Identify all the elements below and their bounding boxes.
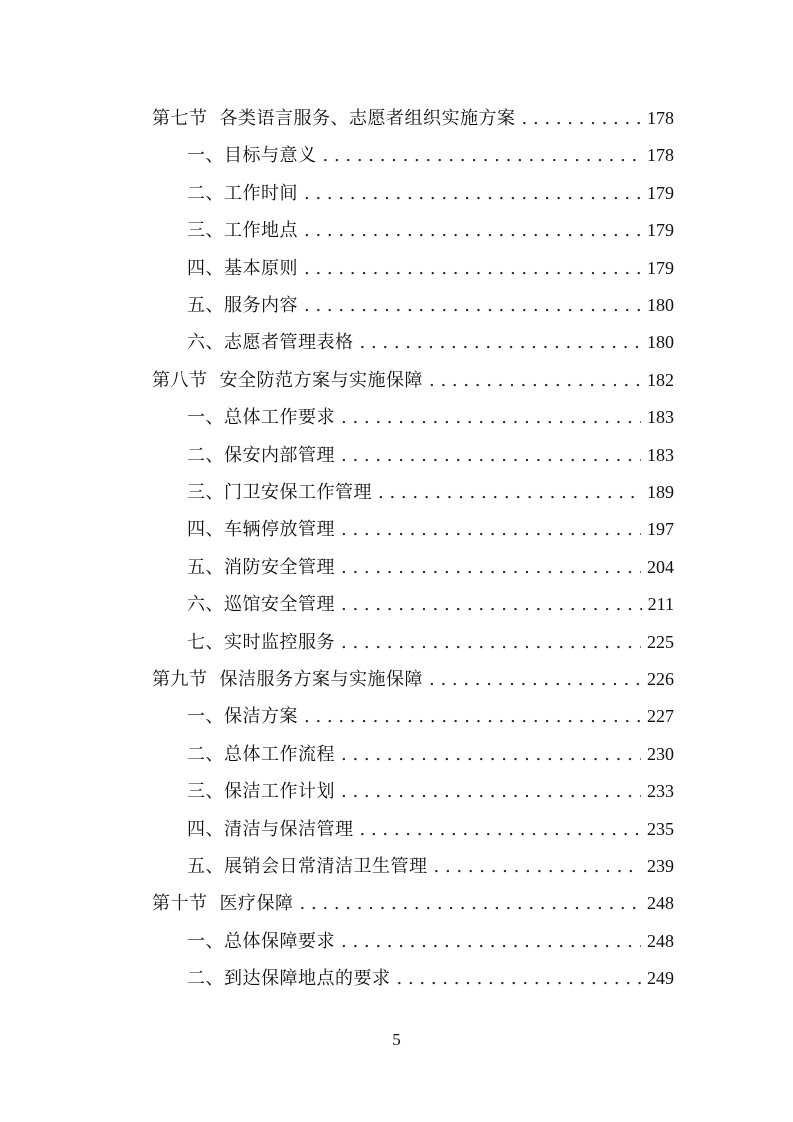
toc-section-entry[interactable] <box>152 362 674 399</box>
toc-title-text: 一、总体保障要求 <box>187 930 335 952</box>
dot-leader <box>300 885 642 922</box>
toc-entry-title <box>187 511 335 548</box>
toc-page-number: 180 <box>647 295 674 315</box>
toc-entry-title <box>187 474 372 511</box>
page-number: 5 <box>392 1030 401 1049</box>
toc-entry-title <box>187 624 335 661</box>
toc-title-text: 一、保洁方案 <box>187 706 298 728</box>
toc-title-text: 三、保洁工作计划 <box>187 781 335 803</box>
toc-entry-title <box>187 923 335 960</box>
toc-title-text: 四、清洁与保洁管理 <box>187 818 354 840</box>
toc-section-prefix: 第十节 <box>152 893 208 915</box>
toc-page-number: 189 <box>647 482 674 502</box>
toc-title-text: 六、巡馆安全管理 <box>187 594 335 616</box>
toc-page-number: 178 <box>647 108 674 128</box>
toc-item-entry[interactable] <box>187 811 674 848</box>
toc-title-text: 二、工作时间 <box>187 182 298 204</box>
toc-title-text: 安全防范方案与实施保障 <box>219 369 423 391</box>
toc-page-number: 230 <box>647 743 674 764</box>
toc-entry-title <box>187 549 335 586</box>
toc-entry-title <box>187 960 391 997</box>
toc-entry-title <box>187 175 298 212</box>
toc-item-entry[interactable] <box>187 175 674 212</box>
toc-title-text: 一、目标与意义 <box>187 145 317 167</box>
dot-leader <box>304 287 641 324</box>
toc-item-entry[interactable] <box>187 549 674 586</box>
toc-entry-title <box>152 661 423 698</box>
dot-leader <box>429 362 641 399</box>
dot-leader <box>341 773 641 810</box>
toc-title-text: 五、消防安全管理 <box>187 556 335 578</box>
dot-leader <box>304 175 641 212</box>
dot-leader <box>360 324 642 361</box>
toc-entry-title <box>187 324 354 361</box>
toc-item-entry[interactable] <box>187 511 674 548</box>
toc-item-entry[interactable] <box>187 586 674 623</box>
dot-leader <box>522 100 642 137</box>
toc-page-number: 183 <box>647 407 674 428</box>
toc-item-entry[interactable] <box>187 399 674 436</box>
toc-item-entry[interactable] <box>187 848 674 885</box>
toc-section-entry[interactable] <box>152 885 674 922</box>
dot-leader <box>341 586 642 623</box>
dot-leader <box>323 137 642 174</box>
dot-leader <box>341 624 641 661</box>
toc-page-number: 178 <box>647 145 674 166</box>
toc-item-entry[interactable] <box>187 736 674 773</box>
toc-entry-title <box>187 287 298 324</box>
toc-page-number: 225 <box>647 631 674 652</box>
dot-leader <box>304 250 641 287</box>
toc-page-number: 239 <box>647 856 674 876</box>
toc-section-prefix: 第七节 <box>152 108 208 129</box>
toc-title-text: 三、门卫安保工作管理 <box>187 482 372 503</box>
toc-entry-title <box>152 885 294 922</box>
toc-title-text: 四、基本原则 <box>187 257 298 279</box>
dot-leader <box>304 698 641 735</box>
toc-title-text: 五、展销会日常清洁卫生管理 <box>187 856 428 877</box>
toc-entry-title <box>187 811 354 848</box>
dot-leader <box>341 437 641 474</box>
toc-title-text: 医疗保障 <box>219 893 294 915</box>
toc-page-number: 179 <box>647 257 674 278</box>
toc-title-text: 七、实时监控服务 <box>187 631 335 653</box>
toc-title-text: 二、总体工作流程 <box>187 743 335 765</box>
toc-entry-title <box>187 698 298 735</box>
toc-title-text: 五、服务内容 <box>187 295 298 316</box>
toc-page-number: 183 <box>647 444 674 465</box>
toc-entry-title <box>187 736 335 773</box>
toc-title-text: 二、保安内部管理 <box>187 444 335 466</box>
toc-entry-title <box>187 250 298 287</box>
toc-title-text: 六、志愿者管理表格 <box>187 332 354 354</box>
toc-page-number: 226 <box>647 669 674 689</box>
toc-title-text: 二、到达保障地点的要求 <box>187 968 391 990</box>
toc-title-text: 一、总体工作要求 <box>187 407 335 429</box>
dot-leader <box>341 736 641 773</box>
toc-entry-title <box>187 773 335 810</box>
toc-page-number: 179 <box>647 220 674 241</box>
toc-item-entry[interactable] <box>187 698 674 735</box>
toc-page-number: 179 <box>647 182 674 203</box>
toc-page-number: 233 <box>647 781 674 802</box>
toc-page-number: 235 <box>647 818 674 839</box>
dot-leader <box>341 399 641 436</box>
toc-entry-title <box>187 399 335 436</box>
dot-leader <box>434 848 642 885</box>
toc-entry-title <box>152 362 423 399</box>
toc-item-entry[interactable] <box>187 923 674 960</box>
toc-item-entry[interactable] <box>187 474 674 511</box>
toc-entry-title <box>187 848 428 885</box>
toc-page-number: 227 <box>647 706 674 727</box>
toc-section-prefix: 第九节 <box>152 669 208 690</box>
toc-page-number: 180 <box>647 332 674 353</box>
toc-item-entry[interactable] <box>187 324 674 361</box>
toc-page-number: 248 <box>647 930 674 951</box>
toc-item-entry[interactable] <box>187 212 674 249</box>
toc-page-number: 249 <box>647 968 674 989</box>
toc-title-text: 三、工作地点 <box>187 220 298 242</box>
dot-leader <box>304 212 641 249</box>
toc-page-number: 182 <box>647 369 674 390</box>
dot-leader <box>341 923 641 960</box>
toc-page-number: 248 <box>647 893 674 914</box>
toc-item-entry[interactable] <box>187 773 674 810</box>
dot-leader <box>360 811 642 848</box>
toc-item-entry[interactable] <box>187 137 674 174</box>
toc-title-text: 各类语言服务、志愿者组织实施方案 <box>219 108 516 129</box>
dot-leader <box>397 960 642 997</box>
toc-title-text: 保洁服务方案与实施保障 <box>219 669 423 690</box>
toc-entry-title <box>187 586 335 623</box>
toc-item-entry[interactable] <box>187 250 674 287</box>
toc-section-entry[interactable] <box>152 661 674 698</box>
toc-item-entry[interactable] <box>187 960 674 997</box>
toc-item-entry[interactable] <box>187 624 674 661</box>
toc-page-number: 211 <box>647 594 674 615</box>
dot-leader <box>378 474 641 511</box>
dot-leader <box>429 661 641 698</box>
toc-item-entry[interactable] <box>187 287 674 324</box>
toc-section-prefix: 第八节 <box>152 369 208 391</box>
toc-page-number: 197 <box>647 519 674 540</box>
dot-leader <box>341 511 641 548</box>
toc-page-number: 204 <box>647 556 674 577</box>
toc-section-entry[interactable] <box>152 100 674 137</box>
toc-entry-title <box>187 212 298 249</box>
toc-item-entry[interactable] <box>187 437 674 474</box>
toc-entry-title <box>152 100 516 137</box>
dot-leader <box>341 549 641 586</box>
toc-entry-title <box>187 437 335 474</box>
toc-title-text: 四、车辆停放管理 <box>187 519 335 541</box>
toc-entry-title <box>187 137 317 174</box>
